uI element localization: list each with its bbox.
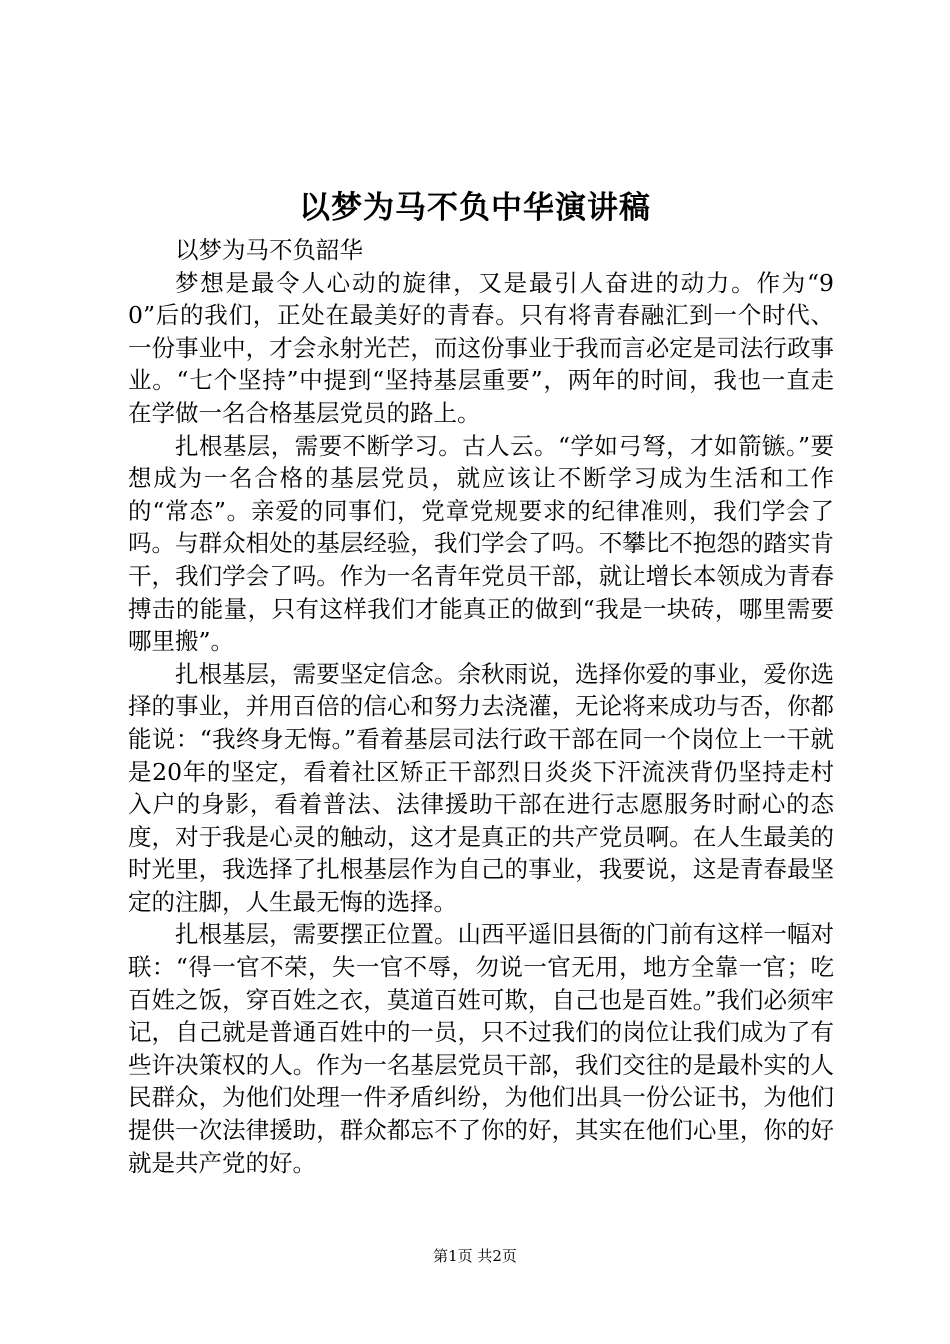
paragraph: 扎根基层，需要坚定信念。余秋雨说，选择你爱的事业，爱你选择的事业，并用百倍的信心和努力去浇灌，无论将来成功与否，你都能说：“我终身无悔。”看着基层司法行政干部在同一个岗位上一干就是20年的坚定，看着社区矫正干部烈日炎炎下汗流浃背仍坚持走村入户的身影，看着普法、法律援助干部在进行志愿服务时耐心的态度，对于我是心灵的触动，这才是真正的共产党员啊。在人生最美的时光里，我选择了扎根基层作为自己的事业，我要说，这是青春最坚定的注脚，人生最无悔的选择。 (128, 659, 834, 916)
page-footer: 第1页 共2页 (433, 1247, 517, 1265)
paragraph: 扎根基层，需要摆正位置。山西平遥旧县衙的门前有这样一幅对联：“得一官不荣，失一官不辱，勿说一官无用，地方全靠一官；吃百姓之饭，穿百姓之衣，莫道百姓可欺，自己也是百姓。”我们必须牢记，自己就是普通百姓中的一员，只不过我们的岗位让我们成为了有些许决策权的人。作为一名基层党员干部，我们交往的是最朴实的人民群众，为他们处理一件矛盾纠纷，为他们出具一份公证书，为他们提供一次法律援助，群众都忘不了你的好，其实在他们心里，你的好就是共产党的好。 (128, 920, 834, 1177)
paragraph: 扎根基层，需要不断学习。古人云。“学如弓弩，才如箭镞。”要想成为一名合格的基层党员，就应该让不断学习成为生活和工作的“常态”。亲爱的同事们，党章党规要求的纪律准则，我们学会了吗。与群众相处的基层经验，我们学会了吗。不攀比不抱怨的踏实肯干，我们学会了吗。作为一名青年党员干部，就让增长本领成为青春搏击的能量，只有这样我们才能真正的做到“我是一块砖，哪里需要哪里搬”。 (128, 431, 834, 656)
document-body (128, 234, 834, 1179)
subtitle-paragraph: 以梦为马不负韶华 (175, 236, 363, 264)
document-title: 以梦为马不负中华演讲稿 (299, 190, 651, 226)
paragraph: 梦想是最令人心动的旋律，又是最引人奋进的动力。作为“90”后的我们，正处在最美好的青春。只有将青春融汇到一个时代、一份事业中，才会永射光芒，而这份事业于我而言必定是司法行政事业。“七个坚持”中提到“坚持基层重要”，两年的时间，我也一直走在学做一名合格基层党员的路上。 (128, 268, 834, 427)
